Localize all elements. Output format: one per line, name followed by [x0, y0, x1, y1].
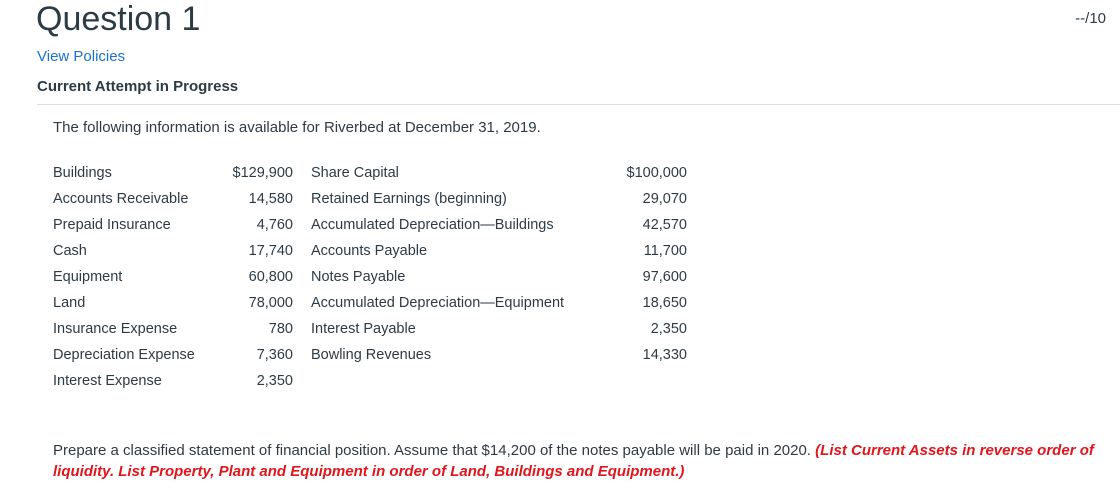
account-name: Interest Payable: [311, 321, 416, 337]
account-name: Notes Payable: [311, 269, 406, 285]
accounts-table: [53, 160, 687, 394]
account-name: Land: [53, 295, 86, 311]
account-name: Insurance Expense: [53, 321, 178, 337]
account-value: 11,700: [643, 243, 687, 259]
account-value: 18,650: [642, 295, 687, 311]
account-name: Accumulated Depreciation—Buildings: [311, 217, 554, 233]
account-name: Prepaid Insurance: [53, 217, 171, 233]
question-instruction: [53, 440, 1103, 482]
table-row: [53, 212, 687, 238]
table-row: [53, 264, 687, 290]
attempt-status: Current Attempt in Progress: [37, 78, 239, 95]
instruction-note: (List Current Assets in reverse order of liquidity. List Property, Plant and Equipment in order of Land, Buildings and Equipment.): [53, 442, 1094, 480]
account-value: [605, 368, 687, 394]
account-value: 2,350: [650, 321, 687, 337]
account-value: 14,580: [248, 191, 293, 207]
table-row: [53, 186, 687, 212]
account-value: $129,900: [232, 165, 293, 181]
table-row: [53, 238, 687, 264]
table-row: [53, 290, 687, 316]
question-title: Question 1: [36, 0, 201, 38]
account-name: [311, 368, 605, 394]
account-value: 17,740: [248, 243, 293, 259]
account-value: 780: [268, 321, 293, 337]
account-value: 97,600: [642, 269, 687, 285]
account-name: Retained Earnings (beginning): [311, 191, 507, 207]
account-name: Accumulated Depreciation—Equipment: [311, 295, 565, 311]
account-name: Cash: [53, 243, 87, 259]
account-value: 14,330: [642, 347, 687, 363]
account-value: 2,350: [256, 373, 293, 389]
account-name: Interest Expense: [53, 373, 162, 389]
account-value: 60,800: [248, 269, 293, 285]
account-value: $100,000: [626, 165, 687, 181]
instruction-text: Prepare a classified statement of financial position. Assume that $14,200 of the notes payable will be paid in 2020.: [53, 442, 811, 459]
account-name: Accounts Receivable: [53, 191, 189, 207]
table-row: [53, 342, 687, 368]
account-value: 4,760: [256, 217, 293, 233]
table-row: [53, 368, 687, 394]
account-name: Depreciation Expense: [53, 347, 195, 363]
score-display: --/10: [1075, 10, 1106, 27]
account-name: Share Capital: [311, 165, 399, 181]
question-intro: The following information is available for Riverbed at December 31, 2019.: [53, 119, 541, 136]
header-divider: [37, 104, 1120, 105]
account-value: 29,070: [642, 191, 687, 207]
account-name: Accounts Payable: [311, 243, 428, 259]
account-value: 42,570: [642, 217, 687, 233]
table-row: [53, 160, 687, 186]
view-policies-link[interactable]: View Policies: [37, 48, 126, 65]
account-name: Equipment: [53, 269, 123, 285]
account-value: 78,000: [248, 295, 293, 311]
account-name: Buildings: [53, 165, 112, 181]
account-name: Bowling Revenues: [311, 347, 432, 363]
table-row: [53, 316, 687, 342]
account-value: 7,360: [256, 347, 293, 363]
